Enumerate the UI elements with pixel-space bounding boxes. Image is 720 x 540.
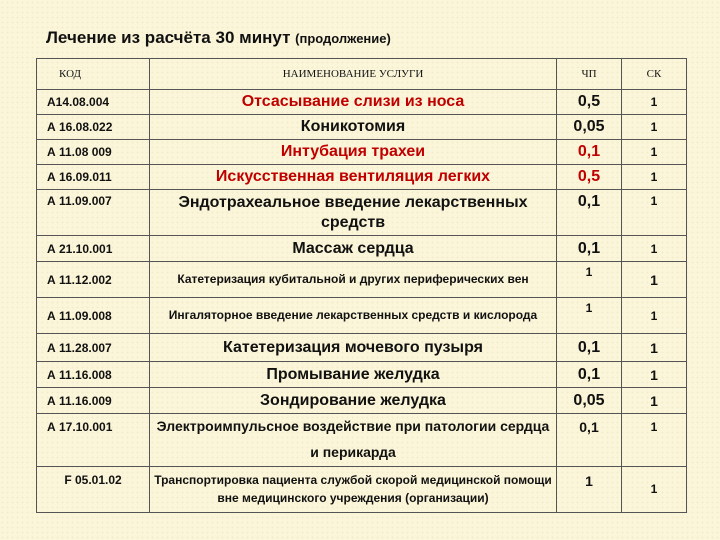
row-name: Ингаляторное введение лекарственных средств и кислорода: [150, 298, 557, 334]
row-cp: 0,5: [557, 165, 622, 190]
row-name: Эндотрахеальное введение лекарственных средств: [150, 190, 557, 236]
table-header-row: [37, 59, 687, 90]
row-name: Катетеризация мочевого пузыря: [150, 334, 557, 362]
table-row: [37, 362, 687, 388]
row-code: А 17.10.001: [37, 414, 150, 467]
row-cp: 0,05: [557, 388, 622, 414]
row-code: А 16.08.022: [37, 115, 150, 140]
row-sk: 1: [622, 362, 687, 388]
row-code: А 11.09.008: [37, 298, 150, 334]
row-cp: 0,5: [557, 90, 622, 115]
row-sk: 1: [622, 414, 687, 467]
row-cp: 1: [557, 298, 622, 334]
row-sk: 1: [622, 236, 687, 262]
table-row: [37, 140, 687, 165]
row-cp: 0,1: [557, 236, 622, 262]
row-sk: 1: [622, 90, 687, 115]
row-sk: 1: [622, 298, 687, 334]
header-name: НАИМЕНОВАНИЕ УСЛУГИ: [150, 59, 557, 90]
row-sk: 1: [622, 334, 687, 362]
table-row: [37, 190, 687, 236]
table-row: [37, 115, 687, 140]
header-sk: СК: [622, 59, 687, 90]
row-code: А 11.28.007: [37, 334, 150, 362]
row-code: А 11.08 009: [37, 140, 150, 165]
row-sk: 1: [622, 190, 687, 236]
row-code: А 11.12.002: [37, 262, 150, 298]
row-code: А 11.16.009: [37, 388, 150, 414]
row-sk: 1: [622, 388, 687, 414]
row-code: А 16.09.011: [37, 165, 150, 190]
table-row: [37, 334, 687, 362]
services-table: [36, 58, 687, 513]
row-code: А 21.10.001: [37, 236, 150, 262]
row-sk: 1: [622, 115, 687, 140]
table-row: [37, 165, 687, 190]
row-sk: 1: [622, 466, 687, 512]
row-cp: 0,1: [557, 140, 622, 165]
row-cp: 1: [557, 466, 622, 512]
title-subtitle: (продолжение): [295, 31, 391, 46]
row-code: А 11.16.008: [37, 362, 150, 388]
row-sk: 1: [622, 262, 687, 298]
row-name: Электроимпульсное воздействие при патологии сердца и перикарда: [150, 414, 557, 467]
table-row: [37, 388, 687, 414]
row-cp: 0,05: [557, 115, 622, 140]
table-row: [37, 466, 687, 512]
row-name: Искусственная вентиляция легких: [150, 165, 557, 190]
row-name: Транспортировка пациента службой скорой медицинской помощи вне медицинского учреждения (организации): [150, 466, 557, 512]
row-name: Интубация трахеи: [150, 140, 557, 165]
row-sk: 1: [622, 140, 687, 165]
row-code: А 11.09.007: [37, 190, 150, 236]
table-row: [37, 236, 687, 262]
table-row: [37, 262, 687, 298]
table-row: [37, 298, 687, 334]
title-main: Лечение из расчёта 30 минут: [46, 28, 291, 47]
row-code: F 05.01.02: [37, 466, 150, 512]
row-cp: 0,1: [557, 414, 622, 467]
row-name: Промывание желудка: [150, 362, 557, 388]
row-cp: 0,1: [557, 362, 622, 388]
header-code: КОД: [37, 59, 150, 90]
row-cp: 0,1: [557, 334, 622, 362]
table-row: [37, 414, 687, 467]
row-sk: 1: [622, 165, 687, 190]
table-row: [37, 90, 687, 115]
row-name: Коникотомия: [150, 115, 557, 140]
row-cp: 1: [557, 262, 622, 298]
row-name: Массаж сердца: [150, 236, 557, 262]
row-name: Зондирование желудка: [150, 388, 557, 414]
row-name: Отсасывание слизи из носа: [150, 90, 557, 115]
row-cp: 0,1: [557, 190, 622, 236]
header-cp: ЧП: [557, 59, 622, 90]
row-name: Катетеризация кубитальной и других периферических вен: [150, 262, 557, 298]
row-code: А14.08.004: [37, 90, 150, 115]
page-title: [46, 28, 391, 48]
